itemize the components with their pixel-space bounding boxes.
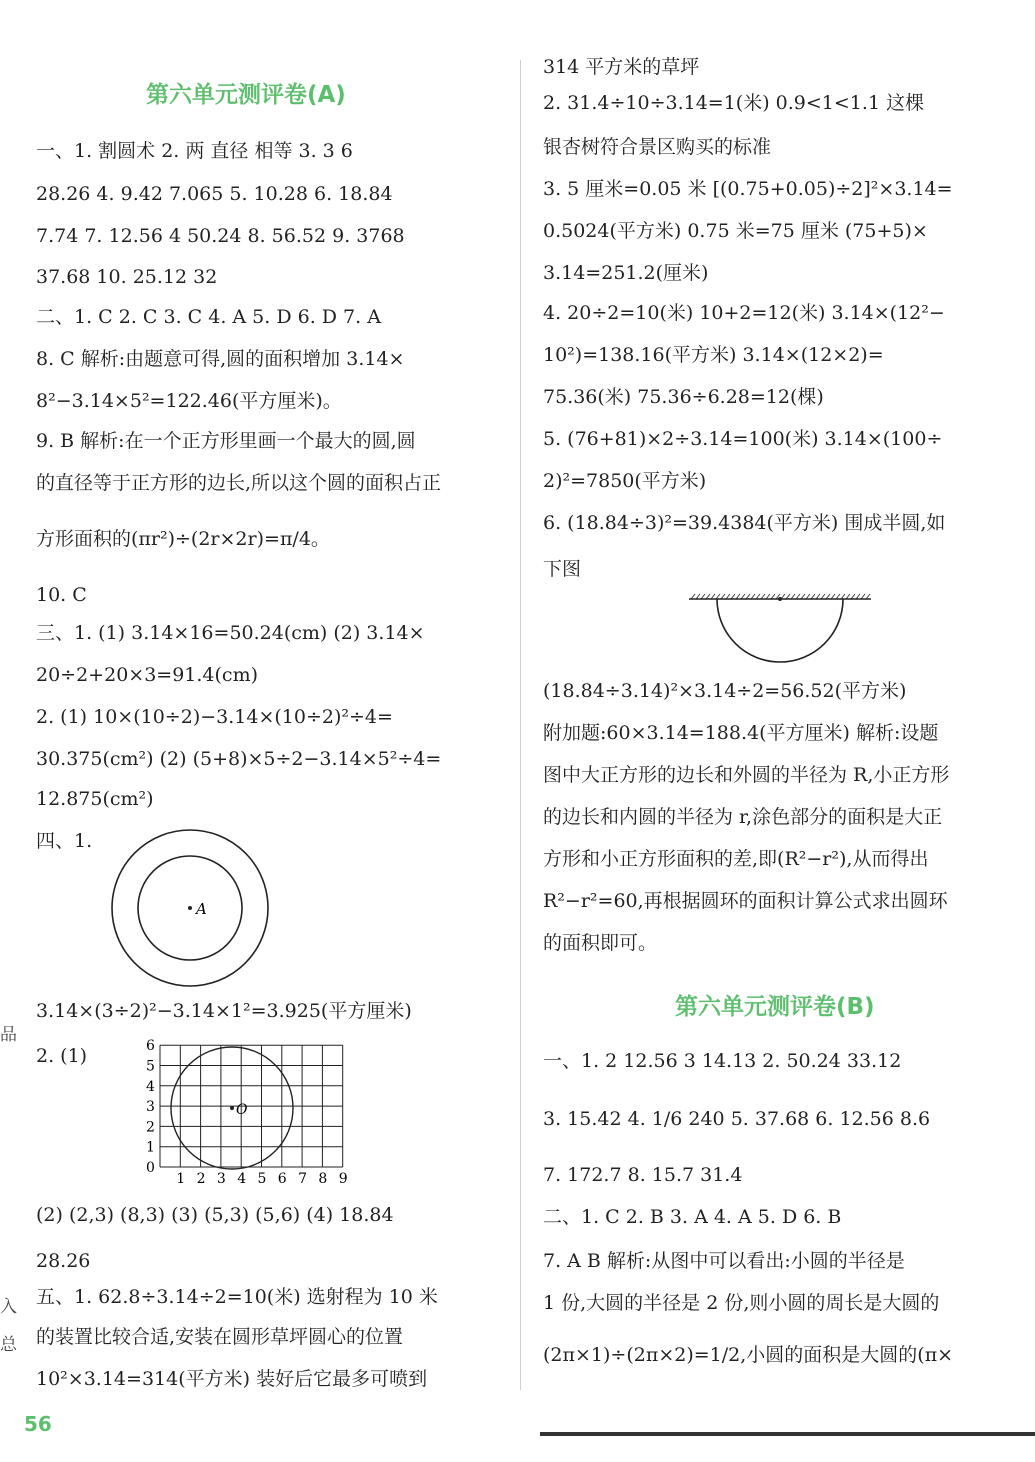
- wall-hatch: [711, 594, 715, 599]
- margin-char-ru: 入: [0, 1297, 17, 1317]
- answer-line: 的边长和内圆的半径为 r,涂色部分的面积是大正: [543, 806, 943, 828]
- grid-center-point: [230, 1106, 234, 1110]
- wall-hatch: [866, 594, 870, 599]
- answer-line: 20÷2+20×3=91.4(cm): [36, 664, 258, 686]
- wall-hatch: [751, 594, 755, 599]
- center-label: A: [196, 900, 207, 918]
- answer-line: 一、1. 割圆术 2. 两 直径 相等 3. 3 6: [36, 140, 353, 162]
- semicircle-against-wall-figure: [687, 590, 877, 670]
- wall-hatch: [861, 594, 865, 599]
- answer-line: 四、1.: [36, 830, 93, 852]
- wall-hatch: [706, 594, 710, 599]
- column-divider: [520, 60, 521, 1390]
- answer-line: 3.14×(3÷2)²−3.14×1²=3.925(平方厘米): [36, 1000, 412, 1022]
- semicircle: [717, 599, 843, 662]
- wall-hatch: [721, 594, 725, 599]
- wall-hatch: [771, 594, 775, 599]
- wall-hatch: [851, 594, 855, 599]
- wall-hatch: [786, 594, 790, 599]
- grid-x-tick: 6: [277, 1171, 287, 1187]
- wall-hatch: [826, 594, 830, 599]
- answer-line: 1 份,大圆的半径是 2 份,则小圆的周长是大圆的: [543, 1292, 940, 1314]
- answer-line: 2. 31.4÷10÷3.14=1(米) 0.9<1<1.1 这棵: [543, 92, 925, 114]
- answer-line: (18.84÷3.14)²×3.14÷2=56.52(平方米): [543, 680, 907, 702]
- wall-hatch: [811, 594, 815, 599]
- answer-line: 附加题:60×3.14=188.4(平方厘米) 解析:设题: [543, 722, 939, 744]
- answer-line: 的装置比较合适,安装在圆形草坪圆心的位置: [36, 1326, 404, 1348]
- wall-hatch: [761, 594, 765, 599]
- wall-hatch: [726, 594, 730, 599]
- answer-line: 2)²=7850(平方米): [543, 470, 707, 492]
- answer-line: 2. (1): [36, 1045, 88, 1067]
- answer-line: 五、1. 62.8÷3.14÷2=10(米) 选射程为 10 米: [36, 1286, 438, 1308]
- wall-hatch: [756, 594, 760, 599]
- answer-line: 3. 15.42 4. 1/6 240 5. 37.68 6. 12.56 8.6: [543, 1108, 931, 1130]
- answer-line: 方形面积的(πr²)÷(2r×2r)=π/4。: [36, 528, 330, 550]
- answer-line: 7. 172.7 8. 15.7 31.4: [543, 1164, 743, 1186]
- grid-y-tick: 0: [146, 1160, 155, 1176]
- wall-hatch: [736, 594, 740, 599]
- grid-y-tick: 2: [146, 1119, 155, 1136]
- grid-x-tick: 9: [338, 1171, 348, 1187]
- answer-line: 三、1. (1) 3.14×16=50.24(cm) (2) 3.14×: [36, 622, 425, 644]
- grid-center-label: O: [236, 1102, 248, 1118]
- answer-line: 的直径等于正方形的边长,所以这个圆的面积占正: [36, 472, 442, 494]
- answer-line: 8²−3.14×5²=122.46(平方厘米)。: [36, 390, 342, 412]
- wall-hatch: [691, 594, 695, 599]
- answer-line: 9. B 解析:在一个正方形里画一个最大的圆,圆: [36, 430, 416, 452]
- answer-line: 10²)=138.16(平方米) 3.14×(12×2)=: [543, 344, 884, 366]
- answer-line: 8. C 解析:由题意可得,圆的面积增加 3.14×: [36, 348, 405, 370]
- page-number: 56: [24, 1412, 52, 1436]
- margin-char-zong: 总: [0, 1335, 17, 1355]
- wall-hatch: [846, 594, 850, 599]
- answer-line: 方形和小正方形面积的差,即(R²−r²),从而得出: [543, 848, 929, 870]
- wall-hatch: [731, 594, 735, 599]
- wall-hatch: [801, 594, 805, 599]
- concentric-circles-figure: [108, 820, 268, 990]
- answer-line: 10²×3.14=314(平方米) 装好后它最多可喷到: [36, 1368, 428, 1390]
- grid-x-tick: 8: [318, 1171, 328, 1187]
- coordinate-grid-figure: [110, 1038, 348, 1190]
- wall-hatch: [856, 594, 860, 599]
- margin-char-pin: 品: [0, 1025, 17, 1045]
- section-a-title: 第六单元测评卷(A): [146, 82, 346, 108]
- wall-hatch: [816, 594, 820, 599]
- center-point: [188, 906, 192, 910]
- answer-line: (2) (2,3) (8,3) (3) (5,3) (5,6) (4) 18.84: [36, 1204, 394, 1226]
- answer-line: 3. 5 厘米=0.05 米 [(0.75+0.05)÷2]²×3.14=: [543, 178, 953, 200]
- grid-y-tick: 5: [146, 1058, 155, 1075]
- wall-hatch: [791, 594, 795, 599]
- grid-x-tick: 4: [237, 1171, 247, 1187]
- grid-x-tick: 1: [176, 1171, 186, 1187]
- wall-hatch: [831, 594, 835, 599]
- wall-hatch: [841, 594, 845, 599]
- answer-line: 2. (1) 10×(10÷2)−3.14×(10÷2)²÷4=: [36, 706, 393, 728]
- grid-y-tick: 1: [146, 1139, 155, 1156]
- grid-x-tick: 2: [196, 1171, 206, 1187]
- wall-hatch: [836, 594, 840, 599]
- section-b-title: 第六单元测评卷(B): [675, 994, 875, 1020]
- answer-line: (2π×1)÷(2π×2)=1/2,小圆的面积是大圆的(π×: [543, 1344, 954, 1366]
- answer-line: 下图: [543, 558, 582, 580]
- answer-line: 3.14=251.2(厘米): [543, 262, 709, 284]
- wall-hatch: [821, 594, 825, 599]
- answer-line: 图中大正方形的边长和外圆的半径为 R,小正方形: [543, 764, 950, 786]
- bottom-rule: [540, 1432, 1035, 1436]
- answer-line: 0.5024(平方米) 0.75 米=75 厘米 (75+5)×: [543, 220, 928, 242]
- wall-hatch: [746, 594, 750, 599]
- answer-line: 7. A B 解析:从图中可以看出:小圆的半径是: [543, 1250, 905, 1272]
- grid-y-tick: 3: [146, 1099, 155, 1116]
- answer-line: 5. (76+81)×2÷3.14=100(米) 3.14×(100÷: [543, 428, 943, 450]
- answer-line: 37.68 10. 25.12 32: [36, 266, 218, 288]
- wall-hatch: [796, 594, 800, 599]
- answer-line: 的面积即可。: [543, 932, 658, 954]
- answer-line: 二、1. C 2. C 3. C 4. A 5. D 6. D 7. A: [36, 306, 381, 328]
- answer-line: 10. C: [36, 584, 87, 606]
- answer-line: 75.36(米) 75.36÷6.28=12(棵): [543, 386, 824, 408]
- answer-line: 银杏树符合景区购买的标准: [543, 136, 772, 158]
- answer-line: 30.375(cm²) (2) (5+8)×5÷2−3.14×5²÷4=: [36, 748, 442, 770]
- grid-y-tick: 6: [146, 1038, 155, 1055]
- answer-line: 12.875(cm²): [36, 788, 154, 810]
- answer-line: R²−r²=60,再根据圆环的面积计算公式求出圆环: [543, 890, 948, 912]
- answer-line: 一、1. 2 12.56 3 14.13 2. 50.24 33.12: [543, 1050, 902, 1072]
- answer-line: 7.74 7. 12.56 4 50.24 8. 56.52 9. 3768: [36, 225, 405, 247]
- wall-hatch: [806, 594, 810, 599]
- answer-line: 二、1. C 2. B 3. A 4. A 5. D 6. B: [543, 1206, 842, 1228]
- wall-hatch: [696, 594, 700, 599]
- answer-line: 28.26 4. 9.42 7.065 5. 10.28 6. 18.84: [36, 183, 393, 205]
- answer-line: 28.26: [36, 1250, 91, 1272]
- wall-hatch: [766, 594, 770, 599]
- grid-x-tick: 3: [216, 1171, 226, 1187]
- grid-x-tick: 5: [257, 1171, 267, 1187]
- wall-hatch: [741, 594, 745, 599]
- wall-hatch: [701, 594, 705, 599]
- wall-hatch: [716, 594, 720, 599]
- answer-line: 314 平方米的草坪: [543, 56, 700, 78]
- answer-line: 4. 20÷2=10(米) 10+2=12(米) 3.14×(12²−: [543, 302, 945, 324]
- answer-line: 6. (18.84÷3)²=39.4384(平方米) 围成半圆,如: [543, 512, 946, 534]
- grid-y-tick: 4: [146, 1078, 155, 1095]
- grid-x-tick: 7: [298, 1171, 308, 1187]
